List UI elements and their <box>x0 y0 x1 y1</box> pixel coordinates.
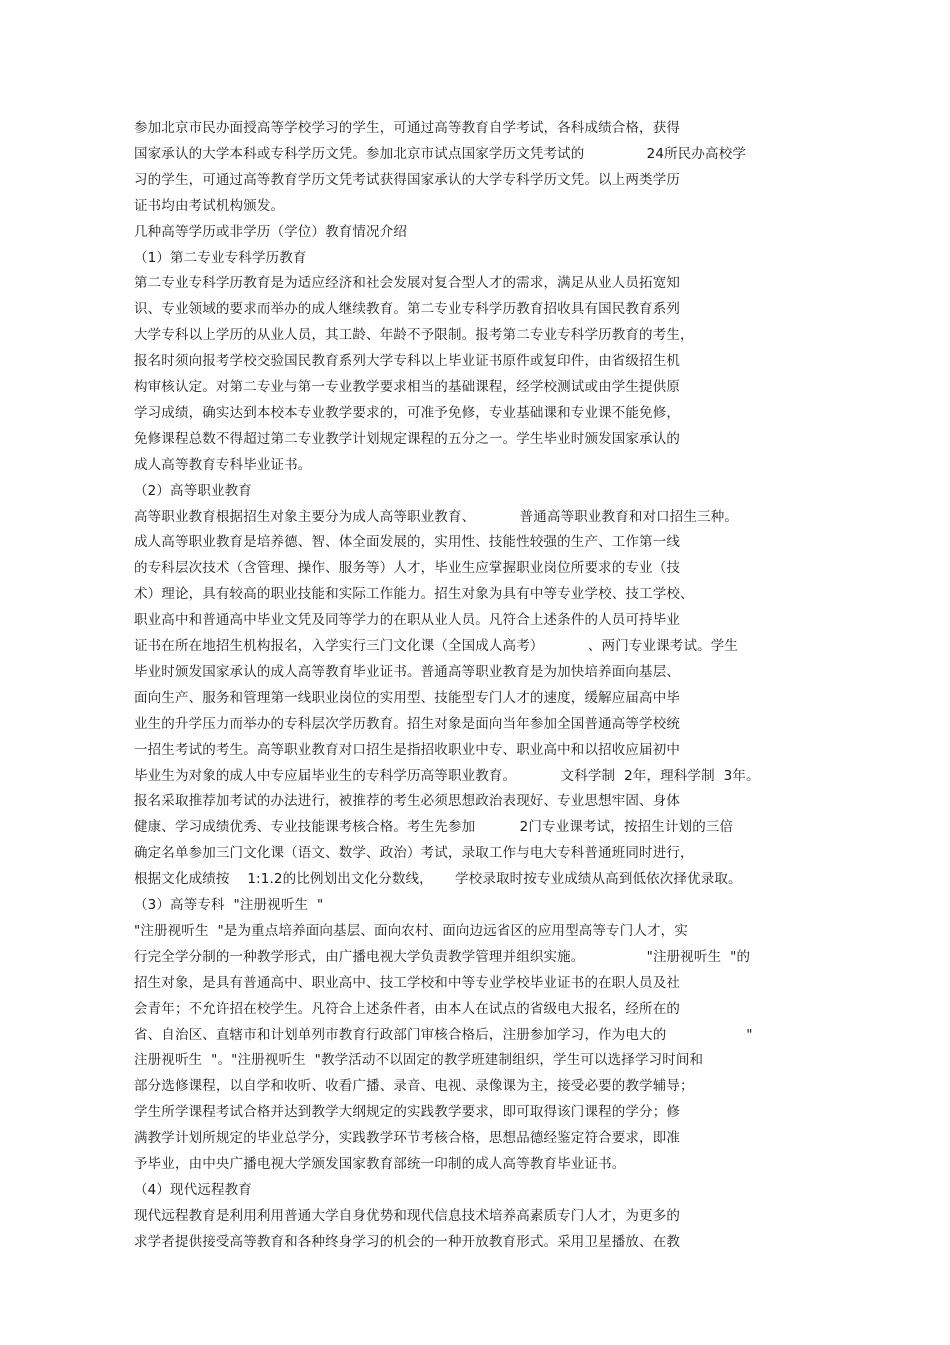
text-line: 证书均由考试机构颁发。 <box>134 197 285 214</box>
text-line: 大学专科以上学历的从业人员，其工龄、年龄不予限制。报考第二专业专科学历教育的考生， <box>134 327 694 344</box>
text-line: 满教学计划所规定的毕业总学分，实践教学环节考核合格，思想品德经鉴定符合要求，即准 <box>134 1130 680 1147</box>
text-line: 招生对象，是具有普通高中、职业高中、技工学校和中等专业学校毕业证书的在职人员及社 <box>134 974 680 991</box>
text-line: 一招生考试的考生。高等职业教育对口招生是指招收职业中专、职业高中和以招收应届初中 <box>134 741 680 758</box>
text-line: 注册视听生 "。"注册视听生 "教学活动不以固定的教学班建制组织，学生可以选择学习时间和 <box>134 1052 704 1069</box>
text-line: （4）现代远程教育 <box>134 1181 252 1198</box>
text-line: 确定名单参加三门文化课（语文、数学、政治）考试，录取工作与电大专科普通班同时进行， <box>134 845 694 862</box>
text-line: 成人高等教育专科毕业证书。 <box>134 456 312 473</box>
text-line: 成人高等职业教育是培养德、智、体全面发展的，实用性、技能性较强的生产、工作第一线 <box>134 534 680 551</box>
text-line: 学习成绩，确实达到本校本专业教学要求的，可准予免修，专业基础课和专业课不能免修， <box>134 404 680 421</box>
text-line: "注册视听生 "是为重点培养面向基层、面向农村、面向边远省区的应用型高等专门人才，实 <box>134 922 688 939</box>
text-line: 部分选修课程，以自学和收听、收看广播、录音、电视、录像课为主，接受必要的教学辅导； <box>134 1078 694 1095</box>
text-line: 健康、学习成绩优秀、专业技能课考核合格。考生先参加 2门专业课考试，按招生计划的三倍 <box>134 819 734 836</box>
text-line: 毕业生为对象的成人中专应届毕业生的专科学历高等职业教育。 文科学制 2年，理科学制 3年。 <box>134 767 760 784</box>
text-line: 的专科层次技术（含管理、操作、服务等）人才，毕业生应掌握职业岗位所要求的专业（技 <box>134 560 680 577</box>
text-line: 报名采取推荐加考试的办法进行，被推荐的考生必须思想政治表现好、专业思想牢固、身体 <box>134 793 680 810</box>
text-line: 构审核认定。对第二专业与第一专业教学要求相当的基础课程，经学校测试或由学生提供原 <box>134 379 680 395</box>
text-line: 予毕业，由中央广播电视大学颁发国家教育部统一印制的成人高等教育毕业证书。 <box>134 1156 626 1172</box>
text-line: 省、自治区、直辖市和计划单列市教育行政部门审核合格后，注册参加学习，作为电大的 " <box>134 1026 753 1043</box>
text-line: 求学者提供接受高等教育和各种终身学习的机会的一种开放教育形式。采用卫星播放、在教 <box>134 1233 680 1250</box>
text-line: 国家承认的大学本科或专科学历文凭。参加北京市试点国家学历文凭考试的 24所民办高校学 <box>134 145 747 162</box>
text-line: 行完全学分制的一种教学形式，由广播电视大学负责教学管理并组织实施。 "注册视听生 "的 <box>134 948 751 965</box>
text-line: （3）高等专科 "注册视听生 " <box>134 897 324 913</box>
text-line: 业生的升学压力而举办的专科层次学历教育。招生对象是面向当年参加全国普通高等学校统 <box>134 715 680 732</box>
text-line: 面向生产、服务和管理第一线职业岗位的实用型、技能型专门人才的速度，缓解应届高中毕 <box>134 689 680 706</box>
text-line: 现代远程教育是利用利用普通大学自身优势和现代信息技术培养高素质专门人才，为更多的 <box>134 1207 680 1224</box>
text-line: 几种高等学历或非学历（学位）教育情况介绍 <box>134 223 407 240</box>
text-line: 学生所学课程考试合格并达到教学大纲规定的实践教学要求，即可取得该门课程的学分；修 <box>134 1104 680 1121</box>
text-line: 识、专业领域的要求而举办的成人继续教育。第二专业专科学历教育招收具有国民教育系列 <box>134 301 680 318</box>
text-line: （1）第二专业专科学历教育 <box>134 249 307 266</box>
text-line: 参加北京市民办面授高等学校学习的学生，可通过高等教育自学考试，各科成绩合格，获得 <box>134 120 680 136</box>
text-line: 会青年；不允许招在校学生。凡符合上述条件者，由本人在试点的省级电大报名，经所在的 <box>134 1000 680 1017</box>
text-line: （2）高等职业教育 <box>134 482 252 499</box>
text-line: 报名时须向报考学校交验国民教育系列大学专科以上毕业证书原件或复印件，由省级招生机 <box>134 353 680 370</box>
text-line: 第二专业专科学历教育是为适应经济和社会发展对复合型人才的需求，满足从业人员拓宽知 <box>134 275 680 292</box>
text-line: 习的学生，可通过高等教育学历文凭考试获得国家承认的大学专科学历文凭。以上两类学历 <box>134 171 680 188</box>
text-line: 术）理论，具有较高的职业技能和实际工作能力。招生对象为具有中等专业学校、技工学校、 <box>134 586 694 603</box>
text-line: 职业高中和普通高中毕业文凭及同等学力的在职从业人员。凡符合上述条件的人员可持毕业 <box>134 612 680 629</box>
text-line: 免修课程总数不得超过第二专业教学计划规定课程的五分之一。学生毕业时颁发国家承认的 <box>134 430 680 447</box>
text-line: 高等职业教育根据招生对象主要分为成人高等职业教育、 普通高等职业教育和对口招生三种。 <box>134 508 739 525</box>
text-line: 毕业时颁发国家承认的成人高等教育毕业证书。普通高等职业教育是为加快培养面向基层、 <box>134 663 680 680</box>
text-line: 根据文化成绩按 1:1.2的比例划出文化分数线， 学校录取时按专业成绩从高到低依次择优录取。 <box>134 871 742 888</box>
text-line: 证书在所在地招生机构报名，入学实行三门文化课（全国成人高考） 、两门专业课考试。学生 <box>134 638 739 654</box>
